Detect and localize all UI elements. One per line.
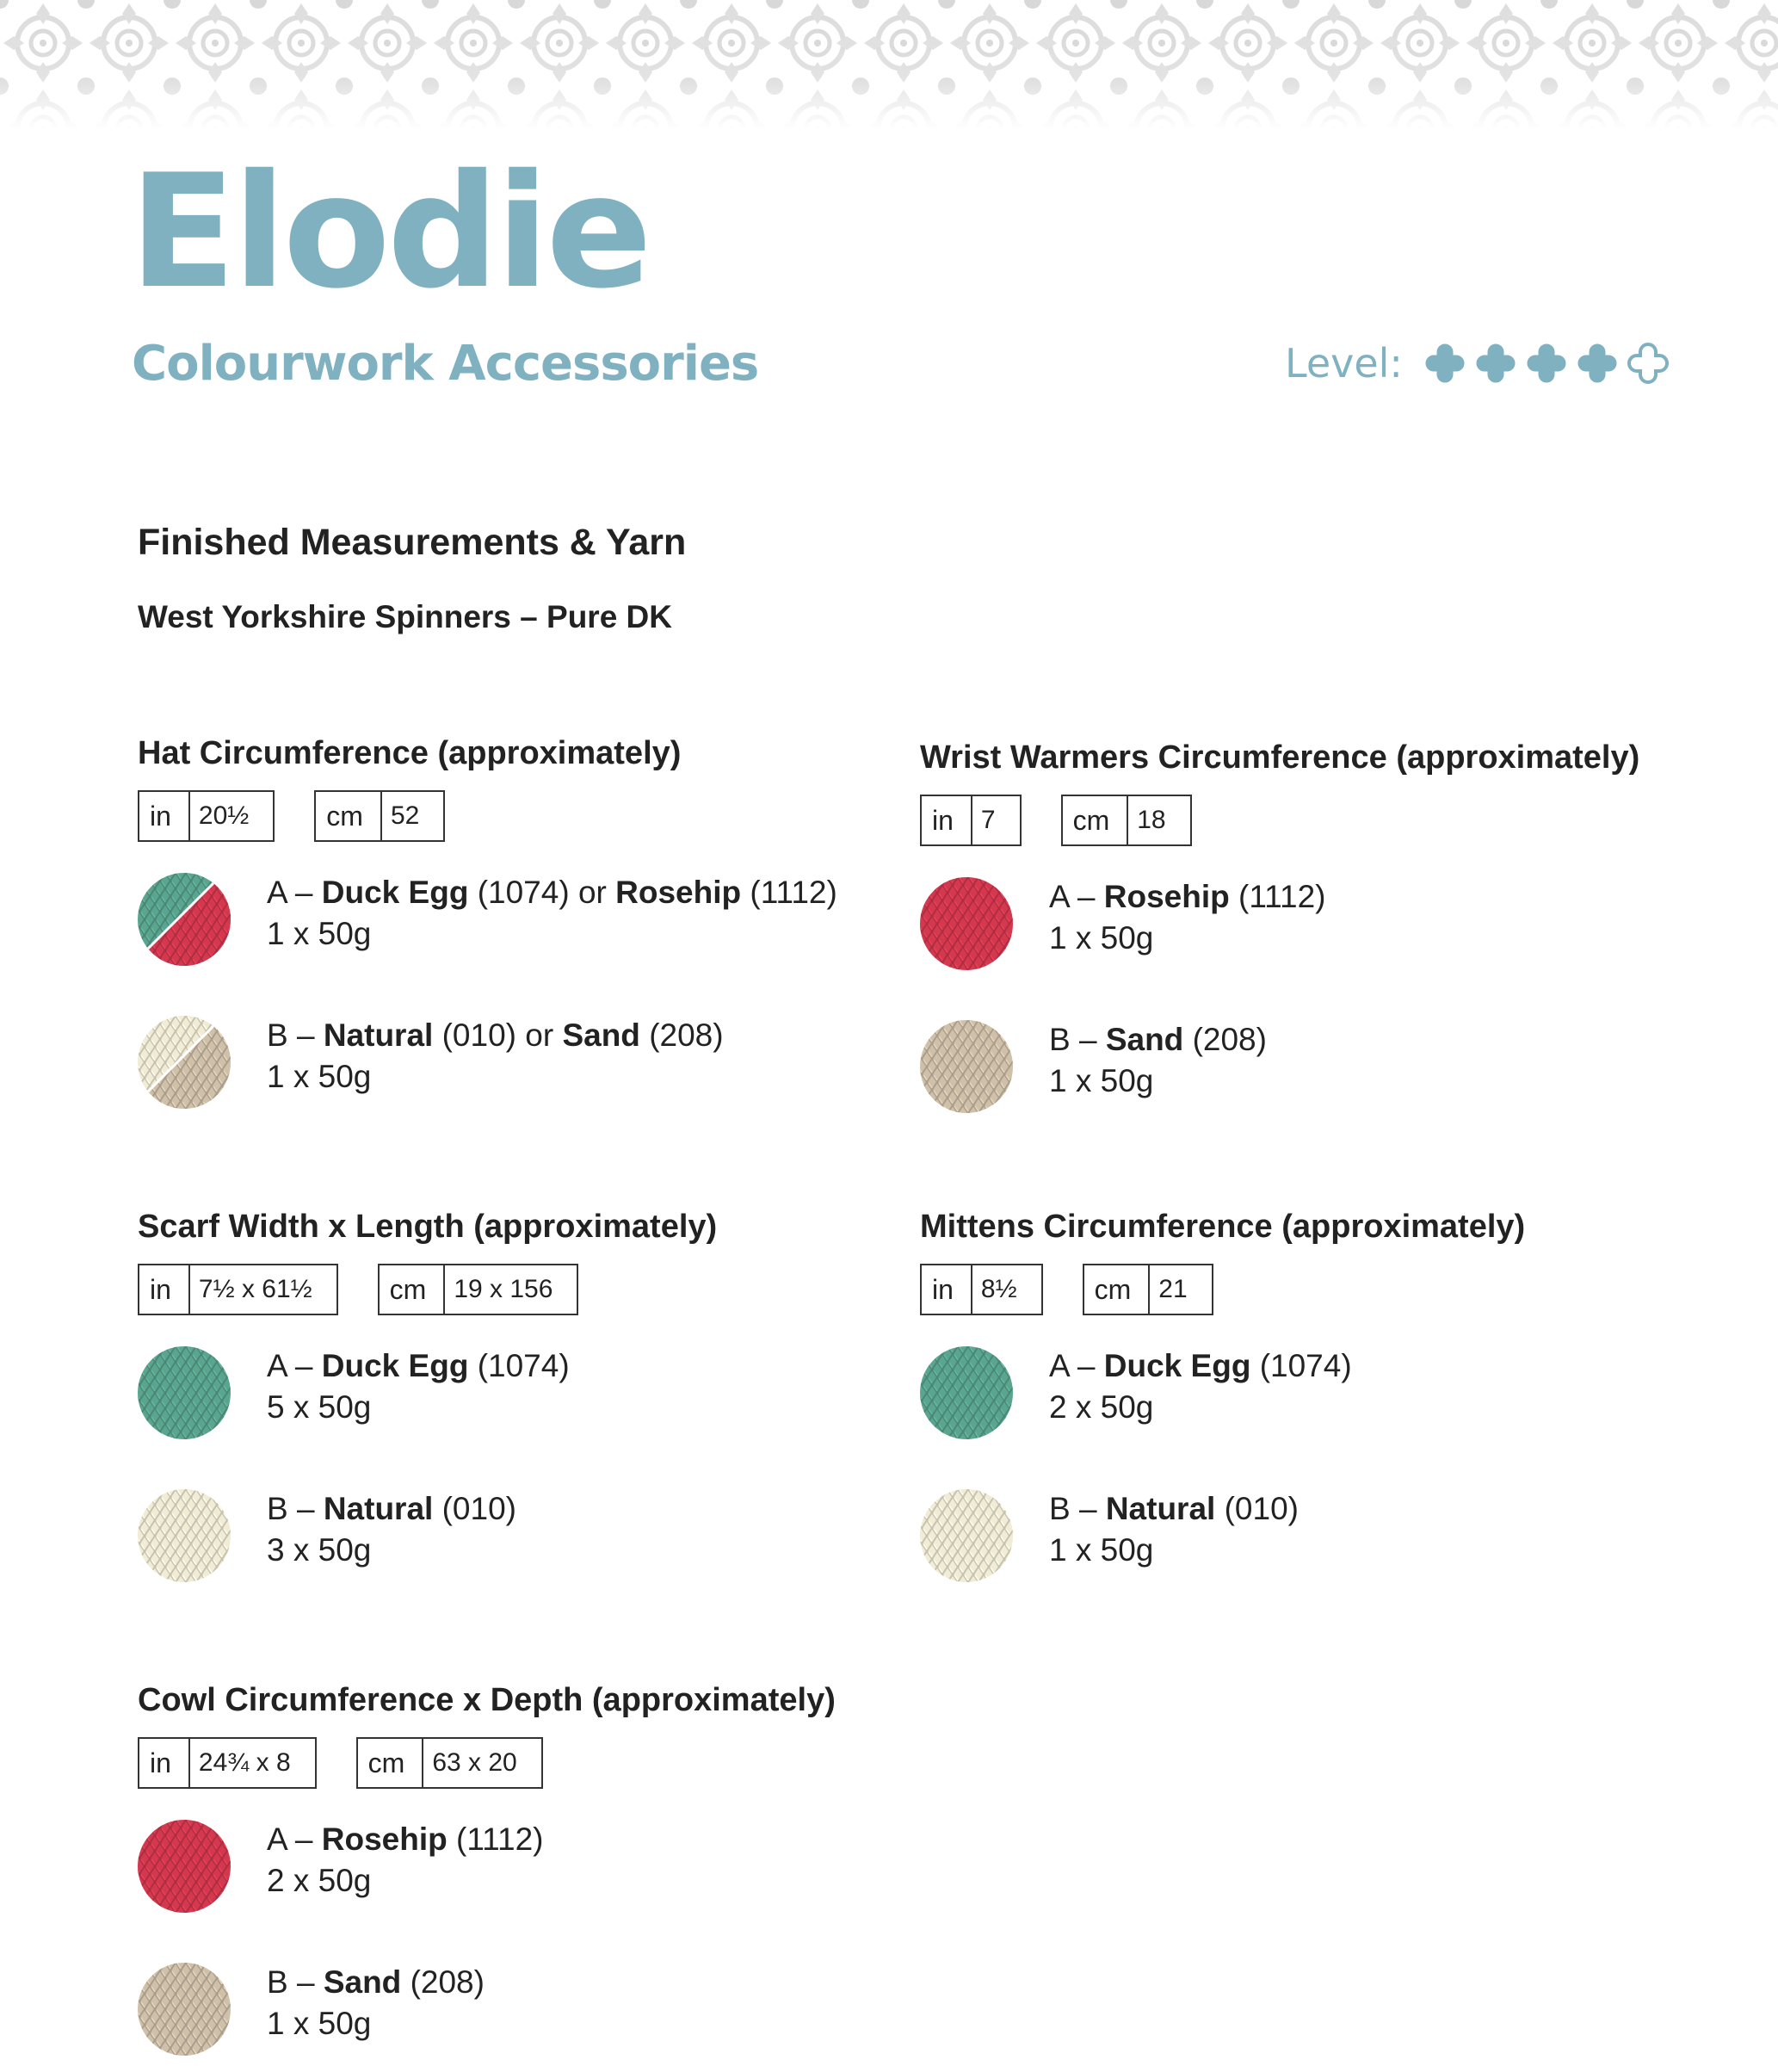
scarf-section xyxy=(138,1205,895,1584)
hat-title: Hat Circumference (approximately) xyxy=(138,735,682,771)
wrist-yarn-b-name: B – Sand (208) xyxy=(1049,1022,1267,1057)
hat-yarn-a-name: A – Duck Egg (1074) or Rosehip (1112) xyxy=(267,875,837,910)
level-label: Level: xyxy=(1285,340,1403,387)
section-title: Finished Measurements & Yarn xyxy=(138,522,687,563)
mittens-yarn-a-name: A – Duck Egg (1074) xyxy=(1049,1348,1352,1383)
unit-in-label: in xyxy=(139,1265,190,1314)
mittens-yarn-b xyxy=(920,1489,1677,1584)
hat-yarn-a-qty: 1 x 50g xyxy=(267,916,372,951)
hat-section xyxy=(138,732,895,1110)
hat-cm-value: 52 xyxy=(390,801,420,830)
wrist-yarn-b-qty: 1 x 50g xyxy=(1049,1063,1154,1098)
cowl-yarn-b-qty: 1 x 50g xyxy=(267,2006,372,2041)
natural-sand-swatch xyxy=(138,1016,231,1109)
hat-yarn-b-name: B – Natural (010) or Sand (208) xyxy=(267,1017,724,1053)
scarf-in-box xyxy=(138,1264,338,1315)
scarf-cm-value: 19 x 156 xyxy=(454,1275,553,1303)
wrist-warmers-title: Wrist Warmers Circumference (approximately) xyxy=(920,739,1640,776)
sand-swatch xyxy=(920,1020,1013,1113)
unit-in-label: in xyxy=(922,1265,972,1314)
scarf-cm-box xyxy=(378,1264,579,1315)
cowl-section xyxy=(138,1679,895,2057)
scarf-measurements xyxy=(138,1264,895,1314)
duck-egg-rosehip-swatch xyxy=(138,873,231,966)
mittens-in-box xyxy=(920,1264,1043,1315)
mittens-cm-box xyxy=(1083,1264,1213,1315)
level-filled-icon xyxy=(1423,342,1466,385)
wrist-yarn-a-qty: 1 x 50g xyxy=(1049,920,1154,956)
wrist-yarn-b xyxy=(920,1020,1677,1115)
scarf-yarn-b-qty: 3 x 50g xyxy=(267,1532,372,1568)
mittens-yarn-a-qty: 2 x 50g xyxy=(1049,1389,1154,1425)
level-empty-icon xyxy=(1627,342,1670,385)
hat-yarn-b-qty: 1 x 50g xyxy=(267,1059,372,1094)
hat-yarn-b xyxy=(138,1016,895,1110)
unit-cm-label: cm xyxy=(358,1739,424,1787)
unit-in-label: in xyxy=(139,1739,190,1787)
cowl-in-value: 24¾ x 8 xyxy=(198,1748,291,1777)
cowl-in-box xyxy=(138,1737,317,1789)
unit-cm-label: cm xyxy=(380,1265,446,1314)
cowl-cm-box xyxy=(356,1737,543,1789)
wrist-in-box xyxy=(920,795,1022,846)
cowl-yarn-a-qty: 2 x 50g xyxy=(267,1863,372,1898)
scarf-yarn-a xyxy=(138,1346,895,1441)
difficulty-level xyxy=(1285,336,1677,391)
pattern-subtitle: Colourwork Accessories xyxy=(132,336,759,392)
scarf-yarn-a-name: A – Duck Egg (1074) xyxy=(267,1348,570,1383)
yarn-brand: West Yorkshire Spinners – Pure DK xyxy=(138,599,672,634)
mittens-in-value: 8½ xyxy=(980,1275,1017,1303)
level-filled-icon xyxy=(1525,342,1568,385)
scarf-yarn-a-qty: 5 x 50g xyxy=(267,1389,372,1425)
wrist-cm-box xyxy=(1061,795,1192,846)
pattern-title: Elodie xyxy=(129,140,649,323)
duck-egg-swatch xyxy=(920,1346,1013,1439)
cowl-yarn-b-name: B – Sand (208) xyxy=(267,1964,485,2000)
hat-measurements xyxy=(138,790,895,840)
mittens-cm-value: 21 xyxy=(1158,1275,1188,1303)
wrist-cm-value: 18 xyxy=(1137,806,1166,834)
duck-egg-swatch xyxy=(138,1346,231,1439)
unit-in-label: in xyxy=(139,792,190,840)
hat-in-value: 20½ xyxy=(198,801,250,830)
wrist-yarn-a xyxy=(920,877,1677,972)
wrist-warmers-section xyxy=(920,736,1677,1115)
cowl-title: Cowl Circumference x Depth (approximately) xyxy=(138,1682,836,1718)
wrist-measurements xyxy=(920,795,1677,844)
mittens-yarn-b-name: B – Natural (010) xyxy=(1049,1491,1299,1526)
scarf-in-value: 7½ x 61½ xyxy=(198,1275,312,1303)
scarf-yarn-b-name: B – Natural (010) xyxy=(267,1491,516,1526)
rosehip-swatch xyxy=(920,877,1013,970)
lace-pattern-band xyxy=(0,0,1778,129)
natural-swatch xyxy=(138,1489,231,1582)
unit-cm-label: cm xyxy=(316,792,382,840)
wrist-in-value: 7 xyxy=(980,806,996,834)
scarf-title: Scarf Width x Length (approximately) xyxy=(138,1209,718,1245)
unit-cm-label: cm xyxy=(1084,1265,1151,1314)
level-filled-icon xyxy=(1474,342,1517,385)
mittens-section xyxy=(920,1205,1677,1584)
mittens-yarn-a xyxy=(920,1346,1677,1441)
level-icons xyxy=(1423,342,1677,385)
cowl-cm-value: 63 x 20 xyxy=(432,1748,517,1777)
sand-swatch xyxy=(138,1963,231,2056)
cowl-measurements xyxy=(138,1737,895,1787)
hat-cm-box xyxy=(314,790,445,842)
scarf-yarn-b xyxy=(138,1489,895,1584)
natural-swatch xyxy=(920,1489,1013,1582)
mittens-title: Mittens Circumference (approximately) xyxy=(920,1209,1526,1245)
unit-cm-label: cm xyxy=(1063,796,1129,844)
unit-in-label: in xyxy=(922,796,972,844)
wrist-yarn-a-name: A – Rosehip (1112) xyxy=(1049,879,1326,914)
rosehip-swatch xyxy=(138,1820,231,1913)
cowl-yarn-a-name: A – Rosehip (1112) xyxy=(267,1822,544,1857)
mittens-yarn-b-qty: 1 x 50g xyxy=(1049,1532,1154,1568)
hat-in-box xyxy=(138,790,275,842)
level-filled-icon xyxy=(1576,342,1619,385)
cowl-yarn-a xyxy=(138,1820,895,1914)
cowl-yarn-b xyxy=(138,1963,895,2057)
hat-yarn-a xyxy=(138,873,895,968)
mittens-measurements xyxy=(920,1264,1677,1314)
